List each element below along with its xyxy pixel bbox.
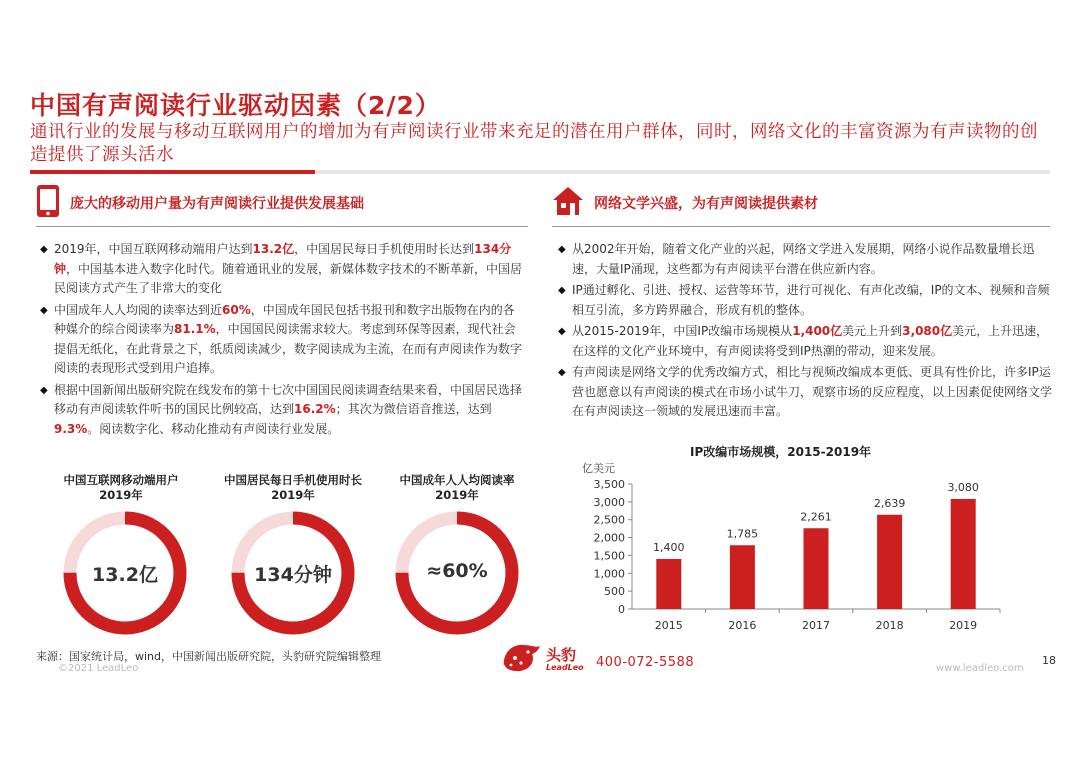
left-bullet-list xyxy=(40,240,526,441)
brand-sub: LeadLeo xyxy=(546,662,584,672)
highlight-value: 16.2% xyxy=(294,402,336,416)
bullet-text: ，中国居民每日手机使用时长达到 xyxy=(294,242,475,256)
right-bullet-2 xyxy=(558,281,1054,320)
y-tick-label: 0 xyxy=(618,603,625,616)
bar-2017 xyxy=(804,528,829,609)
left-section-header xyxy=(36,183,364,223)
page-title: 中国有声阅读行业驱动因素（2/2） xyxy=(30,91,441,120)
bullet-text: 美元上升到 xyxy=(842,324,903,338)
kpi-3-value: ≈60% xyxy=(426,560,488,582)
bullet-text: 有声阅读是网络文学的优秀改编方式，相比与视频改编成本更低、更具有性价比，许多IP运营也愿意以有声阅读的模式在市场小试牛刀，观察市场的反应程度，以上因素促使网络文学在有声阅读这一领域的发展迅速而丰富。 xyxy=(572,365,1053,418)
bar-value-label: 1,785 xyxy=(726,527,759,541)
highlight-value: 9.3% xyxy=(54,421,88,436)
bar-2019 xyxy=(951,499,976,609)
right-bullet-3 xyxy=(558,322,1054,361)
kpi-2-value: 134分钟 xyxy=(254,564,332,586)
x-tick-label: 2017 xyxy=(802,619,830,632)
title-divider-accent xyxy=(30,170,315,174)
bullet-text: IP通过孵化、引进、授权、运营等环节，进行可视化、有声化改编，IP的文本、视频和音频相互引流，多方跨界融合，形成有机的整体。 xyxy=(572,283,1050,317)
bullet-text: 中国成年人人均阅的读率达到近 xyxy=(54,302,223,317)
left-section-rule xyxy=(36,226,528,227)
right-bullet-4 xyxy=(558,363,1054,422)
highlight-value: 13.2亿 xyxy=(252,242,295,256)
x-tick-label: 2015 xyxy=(654,619,683,632)
left-bullet-2 xyxy=(40,301,526,379)
bar-2018 xyxy=(877,515,902,609)
bullet-text: 2019年，中国互联网移动端用户达到 xyxy=(54,242,253,256)
bullet-text: 从2015-2019年，中国IP改编市场规模从 xyxy=(572,324,793,338)
highlight-value: 3,080亿 xyxy=(902,324,953,338)
highlight-value: 60% xyxy=(222,302,251,317)
phone-number: 400-072-5588 xyxy=(596,655,695,670)
highlight-value: 134分钟 xyxy=(54,242,512,276)
bar-2016 xyxy=(730,545,755,609)
bullet-text: 根据中国新闻出版研究院在线发布的第十七次中国国民阅读调查结果来看，中国居民选择移动有声阅读软件听书的国民比例较高，达到 xyxy=(54,382,523,416)
source-note: 来源：国家统计局，wind，中国新闻出版研究院，头豹研究院编辑整理 xyxy=(36,650,382,663)
left-bullet-3 xyxy=(40,381,526,440)
chart-title: IP改编市场规模，2015-2019年 xyxy=(690,445,872,459)
page-number: 18 xyxy=(1042,654,1056,667)
chart-y-unit: 亿美元 xyxy=(582,462,615,475)
kpi-1-value: 13.2亿 xyxy=(92,564,158,586)
leopard-logo-icon xyxy=(500,640,542,678)
bullet-text: ，中国国民阅读需求较大。考虑到环保等因素，现代社会提倡无纸化，在此背景之下，纸质阅读减少，数字阅读成为主流，在而有声阅读作为数字阅读的表现形式受到用户追捧。 xyxy=(54,322,523,375)
left-bullet-1 xyxy=(40,240,526,299)
mobile-phone-icon xyxy=(36,184,60,222)
y-tick-label: 500 xyxy=(604,585,625,599)
page-subtitle: 通讯行业的发展与移动互联网用户的增加为有声阅读行业带来充足的潜在用户群体，同时，网络文化的丰富资源为有声读物的创造提供了源头活水 xyxy=(30,122,1038,165)
right-bullet-1 xyxy=(558,240,1054,279)
ip-market-bar-chart xyxy=(560,468,1020,638)
highlight-value: 1,400亿 xyxy=(792,324,843,338)
bullet-text: ，中国成年国民包括书报刊和数字出版物在内的各种媒介的综合阅读率为 xyxy=(54,302,515,336)
bullet-text: 。阅读数字化、移动化推动有声阅读行业发展。 xyxy=(87,421,340,436)
house-icon xyxy=(552,185,584,221)
y-tick-label: 2,500 xyxy=(593,513,625,527)
bar-value-label: 2,639 xyxy=(873,496,906,510)
bullet-text: ，中国基本进入数字化时代。随着通讯业的发展，新媒体数字技术的不断革新，中国居民阅读方式产生了非常大的变化 xyxy=(54,261,523,295)
highlight-value: 81.1% xyxy=(174,322,216,336)
y-tick-label: 2,000 xyxy=(593,531,625,545)
brand-logo xyxy=(500,640,584,678)
y-tick-label: 1,000 xyxy=(593,567,625,581)
left-section-title: 庞大的移动用户量为有声阅读行业提供发展基础 xyxy=(70,196,364,212)
right-section-header xyxy=(552,183,818,223)
bar-2015 xyxy=(656,559,681,609)
y-tick-label: 1,500 xyxy=(593,549,625,563)
y-tick-label: 3,000 xyxy=(593,495,625,509)
x-tick-label: 2016 xyxy=(728,619,757,632)
website-url: www.leadleo.com xyxy=(936,663,1024,674)
y-tick-label: 3,500 xyxy=(593,478,625,491)
bar-value-label: 2,261 xyxy=(800,510,832,524)
kpi-1-label: 中国互联网移动端用户 2019年 xyxy=(63,473,179,502)
brand-name: 头豹 xyxy=(546,645,577,664)
kpi-2-label: 中国居民每日手机使用时长 2019年 xyxy=(224,473,362,502)
bullet-text: 美元，上升迅速，在这样的文化产业环境中，有声阅读将受到IP热潮的带动，迎来发展。 xyxy=(572,324,1049,358)
x-tick-label: 2018 xyxy=(875,619,904,632)
x-tick-label: 2019 xyxy=(949,619,978,632)
copyright: ©2021 LeadLeo xyxy=(58,663,139,674)
bullet-text: 从2002年开始，随着文化产业的兴起，网络文学进入发展期，网络小说作品数量增长迅速，大量IP涌现，这些都为有声阅读平台潜在供应新内容。 xyxy=(572,242,1035,276)
bar-value-label: 3,080 xyxy=(947,481,979,494)
right-bullet-list xyxy=(558,240,1054,424)
right-section-title: 网络文学兴盛，为有声阅读提供素材 xyxy=(594,196,818,212)
kpi-3-label: 中国成年人人均阅读率 2019年 xyxy=(399,473,515,502)
bullet-text: ；其次为微信语音推送，达到 xyxy=(335,402,492,416)
right-section-rule xyxy=(552,226,1050,227)
bar-value-label: 1,400 xyxy=(653,541,685,554)
